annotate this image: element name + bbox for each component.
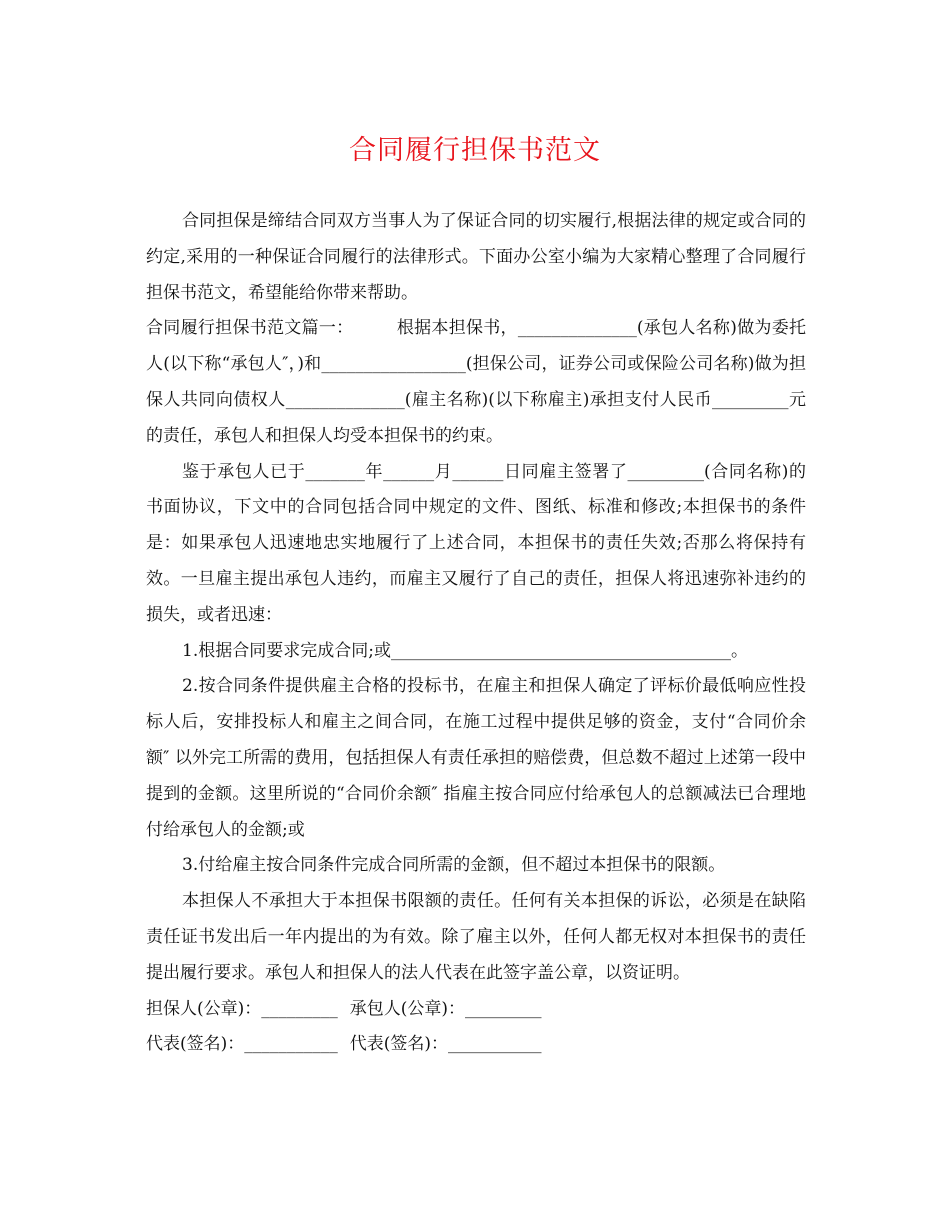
contractor-seal-field: 承包人(公章)：_________ bbox=[349, 998, 542, 1019]
clause-1: 1.根据合同要求完成合同;或________________________________________。 bbox=[182, 640, 748, 661]
liability-paragraph: 本担保人不承担大于本担保书限额的责任。任何有关本担保的诉讼，必须是在缺陷责任证书发出后一年内提出的为有效。除了雇主以外，任何人都无权对本担保书的责任提出履行要求。承包人和担保人的法人代表在此签字盖公章，以资证明。 bbox=[146, 891, 806, 983]
conditions-paragraph: 鉴于承包人已于_______年______月______日同雇主签署了_________(合同名称)的书面协议，下文中的合同包括合同中规定的文件、图纸、标准和修改;本担保书的条件是：如果承包人迅速地忠实地履行了上述合同，本担保书的责任失效;否那么将保持有效。一旦雇主提出承包人违约，而雇主又履行了自己的责任，担保人将迅速弥补违约的损失，或者迅速： bbox=[146, 461, 806, 625]
seal-row bbox=[146, 992, 806, 1028]
guarantor-seal-field: 担保人(公章)：_________ bbox=[146, 998, 338, 1019]
contractor-rep-field: 代表(签名)：___________ bbox=[349, 1034, 542, 1055]
representative-row bbox=[146, 1027, 806, 1063]
document-body bbox=[146, 204, 806, 1063]
intro-paragraph: 合同担保是缔结合同双方当事人为了保证合同的切实履行,根据法律的规定或合同的约定,采用的一种保证合同履行的法律形式。下面办公室小编为大家精心整理了合同履行担保书范文，希望能给你带来帮助。 bbox=[146, 211, 806, 303]
clause-2: 2.按合同条件提供雇主合格的投标书，在雇主和担保人确定了评标价最低响应性投标人后，安排投标人和雇主之间合同，在施工过程中提供足够的资金，支付“合同价余额″ 以外完工所需的费用，包括担保人有责任承担的赔偿费，但总数不超过上述第一段中提到的金额。这里所说的“合同价余额″ 指雇主按合同应付给承包人的总额减法已合理地付给承包人的金额;或 bbox=[146, 676, 806, 840]
clause-3: 3.付给雇主按合同条件完成合同所需的金额，但不超过本担保书的限额。 bbox=[182, 855, 726, 876]
sample-one-paragraph: 合同履行担保书范文篇一： 根据本担保书，______________(承包人名称)做为委托人(以下称“承包人″，)和_________________(担保公司，证券公司或保险公司名称)做为担保人共同向债权人______________(雇主名称)(以下称雇主)承担支付人民币_________元的责任，承包人和担保人均受本担保书的约束。 bbox=[146, 318, 806, 446]
document-title: 合同履行担保书范文 bbox=[349, 135, 601, 166]
guarantor-rep-field: 代表(签名)：___________ bbox=[146, 1034, 338, 1055]
